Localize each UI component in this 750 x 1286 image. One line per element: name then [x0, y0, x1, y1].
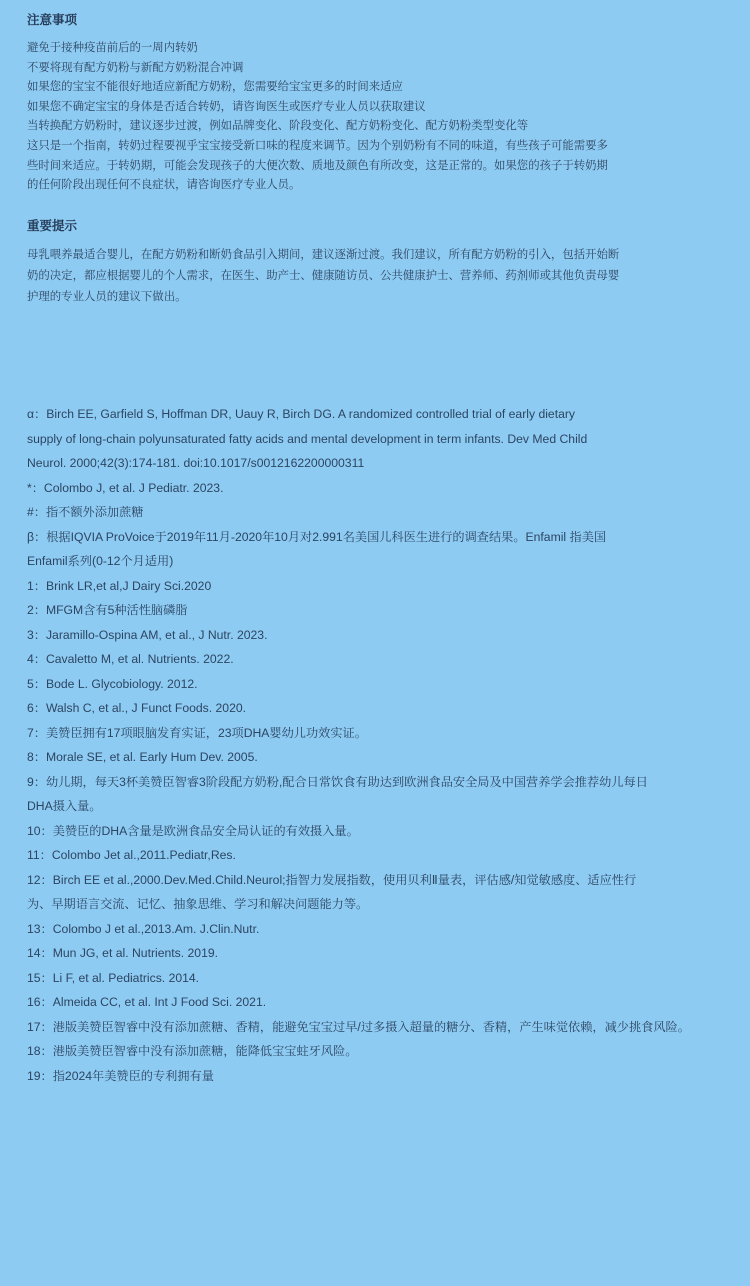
- reference-line: 13：Colombo J et al.,2013.Am. J.Clin.Nutr.: [27, 921, 260, 936]
- notice-line: 不要将现有配方奶粉与新配方奶粉混合冲调: [27, 59, 244, 74]
- tips-line: 护理的专业人员的建议下做出。: [27, 289, 187, 303]
- tips-line: 奶的决定，都应根据婴儿的个人需求，在医生、助产士、健康随访员、公共健康护士、营养师、药剂师或其他负责母婴: [27, 268, 620, 282]
- notice-section: [27, 10, 727, 195]
- reference-line: 12：Birch EE et al.,2000.Dev.Med.Child.Neurol;指智力发展指数，使用贝利Ⅱ量表，评估感/知觉敏感度、适应性行: [27, 872, 637, 887]
- reference-line: 3：Jaramillo-Ospina AM, et al., J Nutr. 2023.: [27, 627, 268, 642]
- reference-line: β：根据IQVIA ProVoice于2019年11月-2020年10月对2.991名美国儿科医生进行的调查结果。Enfamil 指美国: [27, 529, 607, 544]
- reference-line: 6：Walsh C, et al., J Funct Foods. 2020.: [27, 701, 247, 715]
- reference-line: 19：指2024年美赞臣的专利拥有量: [27, 1068, 214, 1083]
- notice-line: 些时间来适应。于转奶期，可能会发现孩子的大便次数、质地及颜色有所改变，这是正常的。如果您的孩子于转奶期: [27, 157, 608, 172]
- tips-section: [27, 216, 727, 307]
- references-section: [27, 402, 727, 1088]
- reference-line: 9：幼儿期，每天3杯美赞臣智睿3阶段配方奶粉,配合日常饮食有助达到欧洲食品安全局及中国营养学会推荐幼儿每日: [27, 774, 648, 789]
- reference-line: supply of long-chain polyunsaturated fatty acids and mental development in term infants. Dev Med Child: [27, 431, 588, 446]
- reference-line: Neurol. 2000;42(3):174-181. doi:10.1017/s0012162200000311: [27, 456, 365, 470]
- notice-line: 避免于接种疫苗前后的一周内转奶: [27, 40, 198, 54]
- tips-title: 重要提示: [27, 218, 78, 233]
- reference-line: Enfamil系列(0-12个月适用): [27, 554, 174, 568]
- reference-line: DHA摄入量。: [27, 799, 102, 813]
- reference-line: α：Birch EE, Garfield S, Hoffman DR, Uauy R, Birch DG. A randomized controlled trial of early dietary: [27, 407, 576, 421]
- notice-line: 如果您的宝宝不能很好地适应新配方奶粉，您需要给宝宝更多的时间来适应: [27, 79, 403, 94]
- reference-line: 为、早期语言交流、记忆、抽象思维、学习和解决问题能力等。: [27, 897, 369, 911]
- notice-title: 注意事项: [27, 12, 78, 27]
- reference-line: 7：美赞臣拥有17项眼脑发育实证，23项DHA婴幼儿功效实证。: [27, 725, 367, 740]
- notice-lines: [27, 38, 727, 195]
- reference-line: 4：Cavaletto M, et al. Nutrients. 2022.: [27, 652, 234, 666]
- notice-line: 如果您不确定宝宝的身体是否适合转奶，请咨询医生或医疗专业人员以获取建议: [27, 98, 426, 113]
- notice-line: 的任何阶段出现任何不良症状，请咨询医疗专业人员。: [27, 177, 301, 192]
- reference-line: 8：Morale SE, et al. Early Hum Dev. 2005.: [27, 750, 258, 764]
- reference-line: 1：Brink LR,et al,J Dairy Sci.2020: [27, 578, 212, 593]
- reference-line: 18：港版美赞臣智睿中没有添加蔗糖，能降低宝宝蛀牙风险。: [27, 1044, 358, 1058]
- reference-line: 15：Li F, et al. Pediatrics. 2014.: [27, 970, 200, 985]
- notice-line: 当转换配方奶粉时，建议逐步过渡，例如品牌变化、阶段变化、配方奶粉变化、配方奶粉类型变化等: [27, 118, 529, 133]
- reference-line: 2：MFGM含有5种活性脑磷脂: [27, 603, 188, 617]
- reference-line: 10：美赞臣的DHA含量是欧洲食品安全局认证的有效摄入量。: [27, 823, 359, 838]
- reference-line: 14：Mun JG, et al. Nutrients. 2019.: [27, 946, 219, 960]
- notice-line: 这只是一个指南，转奶过程要视乎宝宝接受新口味的程度来调节。因为个别奶粉有不同的味道，有些孩子可能需要多: [27, 137, 608, 152]
- reference-line: 11：Colombo Jet al.,2011.Pediatr,Res.: [27, 848, 236, 862]
- reference-line: 5：Bode L. Glycobiology. 2012.: [27, 676, 198, 691]
- reference-line: #：指不额外添加蔗糖: [27, 505, 144, 519]
- reference-line: 16：Almeida CC, et al. Int J Food Sci. 2021.: [27, 995, 267, 1009]
- reference-line: *：Colombo J, et al. J Pediatr. 2023.: [27, 480, 224, 495]
- reference-line: 17：港版美赞臣智睿中没有添加蔗糖、香精，能避免宝宝过早/过多摄入超量的糖分、香精，产生味觉依赖，减少挑食风险。: [27, 1019, 690, 1034]
- tips-line: 母乳喂养最适合婴儿，在配方奶粉和断奶食品引入期间，建议逐渐过渡。我们建议，所有配方奶粉的引入，包括开始断: [27, 247, 620, 261]
- tips-lines: [27, 244, 727, 307]
